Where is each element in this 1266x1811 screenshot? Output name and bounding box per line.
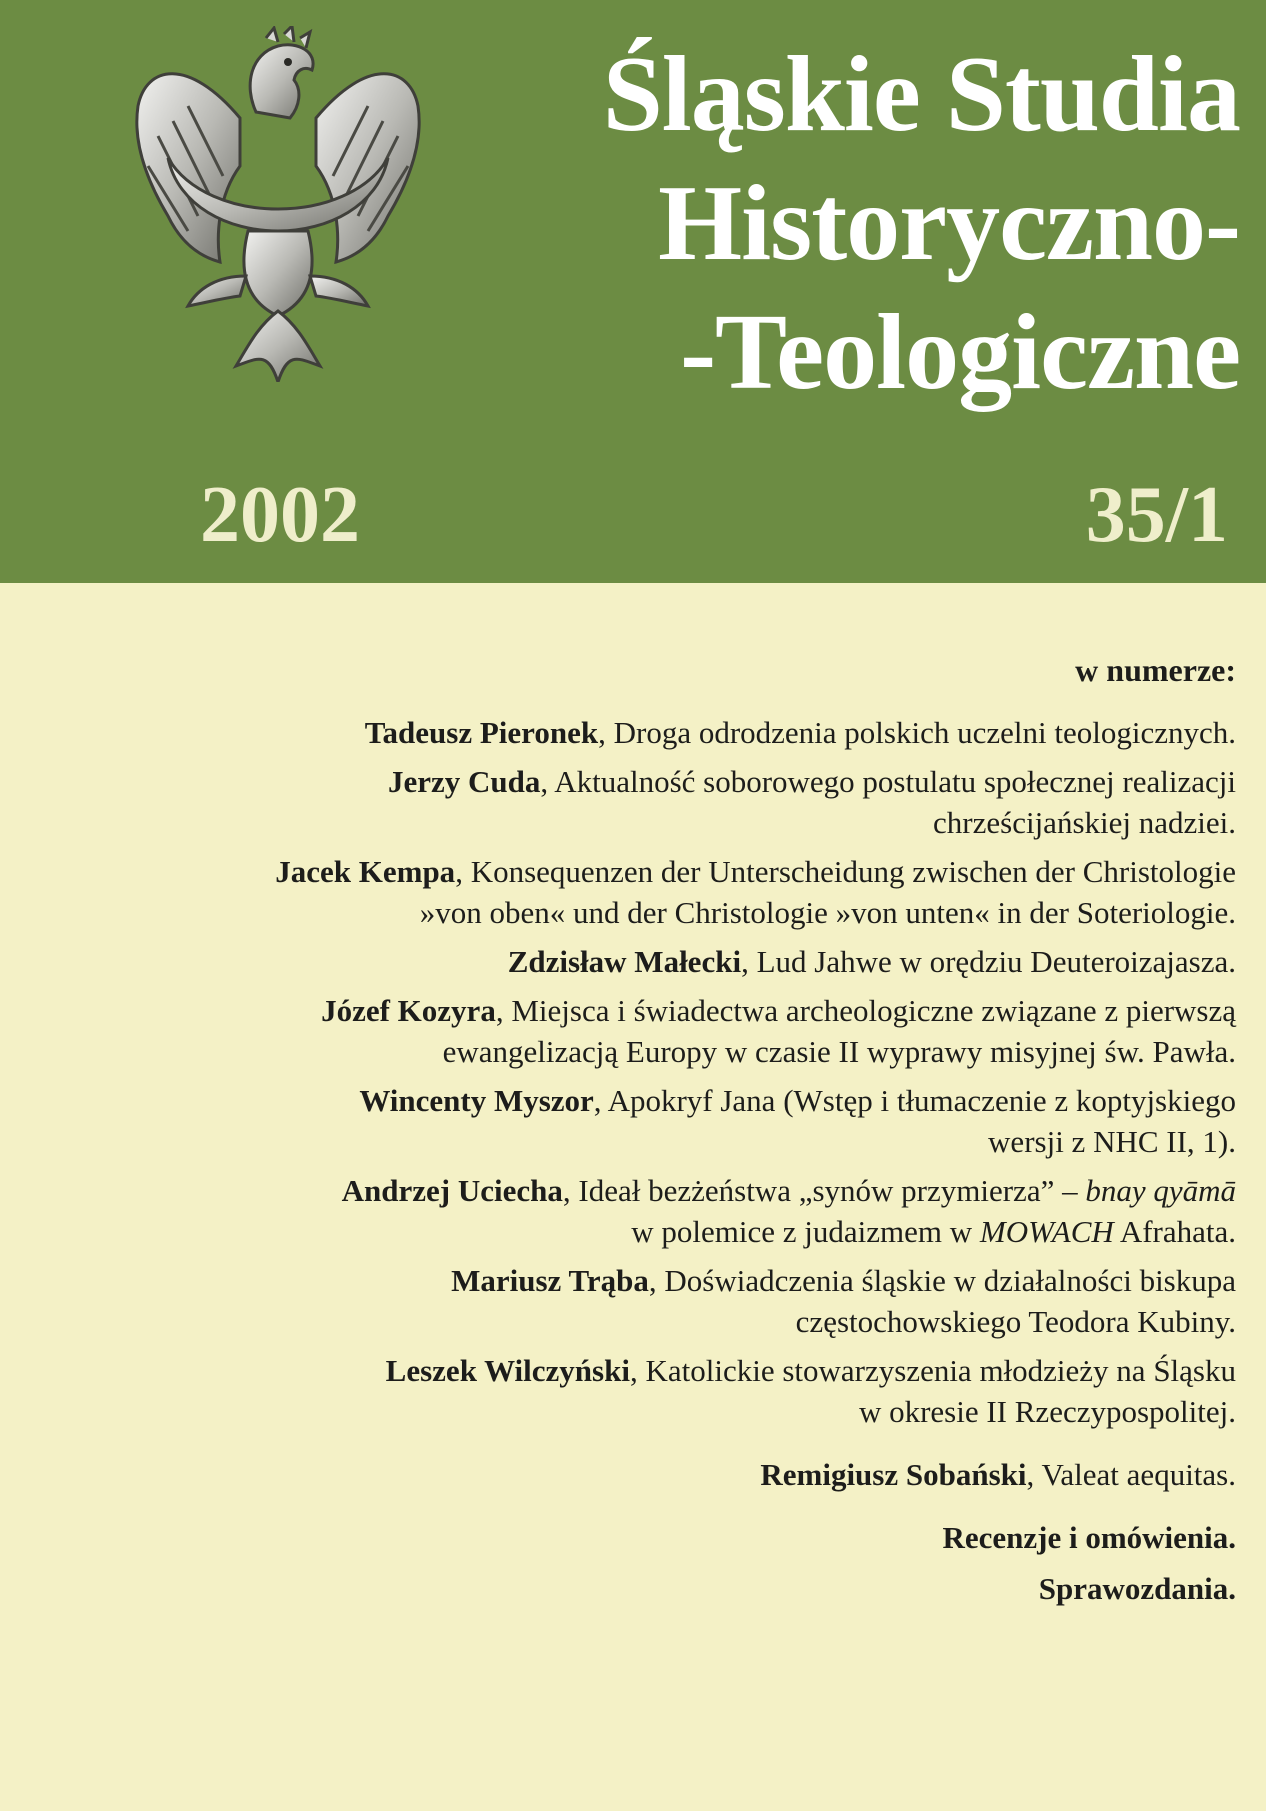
entry-title: Doświadczenia śląskie w działalności biskupa (664, 1263, 1236, 1298)
entry-title-continued: »von oben« und der Christologie »von unten« in der Soteriologie. (419, 895, 1236, 930)
entry-title: Droga odrodzenia polskich uczelni teologicznych. (613, 715, 1236, 750)
entry-title-italic: bnay qyāmā (1085, 1173, 1236, 1208)
contents-entry: Józef Kozyra, Miejsca i świadectwa archeologiczne związane z pierwszą ewangelizacją Europy w czasie II wyprawy misyjnej św. Pawła. (120, 990, 1236, 1072)
entry-title-continued: w okresie II Rzeczypospolitej. (858, 1394, 1236, 1429)
entry-author: Wincenty Myszor (359, 1083, 594, 1118)
entry-author: Leszek Wilczyński (385, 1353, 630, 1388)
journal-title-line-3: -Teologiczne (680, 293, 1240, 412)
entry-title-continued: ewangelizacją Europy w czasie II wyprawy misyjnej św. Pawła. (442, 1034, 1236, 1069)
entry-title-continued: w polemice z judaizmem w (631, 1214, 980, 1249)
contents-entry: Tadeusz Pieronek, Droga odrodzenia polskich uczelni teologicznych. (364, 715, 1236, 750)
contents-entry: Wincenty Myszor, Apokryf Jana (Wstęp i tłumaczenie z koptyjskiego wersji z NHC II, 1). (120, 1080, 1236, 1162)
contents-entry: Jacek Kempa, Konsequenzen der Unterscheidung zwischen der Christologie »von oben« und der Christologie »von unten« in der Soteriologie. (120, 851, 1236, 933)
entry-author: Andrzej Uciecha (341, 1173, 563, 1208)
entry-title-continued: Afrahata. (1113, 1214, 1236, 1249)
entry-author: Mariusz Trąba (451, 1263, 649, 1298)
entry-author: Remigiusz Sobański (760, 1457, 1027, 1492)
entry-title: Katolickie stowarzyszenia młodzieży na Śląsku (645, 1353, 1236, 1388)
entry-title-continued: chrześcijańskiej nadziei. (933, 805, 1236, 840)
entry-author: Tadeusz Pieronek (364, 715, 599, 750)
entry-title: Miejsca i świadectwa archeologiczne związane z pierwszą (511, 993, 1236, 1028)
journal-title-line-1: Śląskie Studia (602, 35, 1240, 154)
contents-entry: Leszek Wilczyński, Katolickie stowarzyszenia młodzieży na Śląsku w okresie II Rzeczypospolitej. (120, 1350, 1236, 1432)
entry-title: Konsequenzen der Unterscheidung zwischen der Christologie (470, 854, 1236, 889)
contents-heading: w numerze: (1075, 652, 1236, 688)
section-reviews: Recenzje i omówienia. (942, 1520, 1236, 1555)
silesian-eagle-emblem (128, 26, 428, 382)
journal-title (560, 30, 1240, 417)
contents-entry: Remigiusz Sobański, Valeat aequitas. (760, 1457, 1236, 1492)
green-header-band (0, 0, 1266, 583)
journal-title-line-2: Historyczno- (658, 164, 1240, 283)
entry-author: Józef Kozyra (321, 993, 496, 1028)
entry-title-continued: częstochowskiego Teodora Kubiny. (795, 1304, 1236, 1339)
entry-title: Aktualność soborowego postulatu społecznej realizacji (554, 764, 1236, 799)
entry-title: Lud Jahwe w orędziu Deuteroizajasza. (756, 944, 1236, 979)
entry-title: Ideał bezżeństwa „synów przymierza” – (578, 1173, 1086, 1208)
contents-entry: Zdzisław Małecki, Lud Jahwe w orędziu Deuteroizajasza. (507, 944, 1236, 979)
section-reports: Sprawozdania. (1038, 1571, 1236, 1606)
publication-year: 2002 (200, 471, 360, 559)
contents-entry: Andrzej Uciecha, Ideał bezżeństwa „synów przymierza” – bnay qyāmā w polemice z judaizmem w MOWACH Afrahata. (341, 1173, 1236, 1249)
entry-title-continued: wersji z NHC II, 1). (988, 1124, 1236, 1159)
entry-author: Jerzy Cuda (388, 764, 541, 799)
entry-title: Apokryf Jana (Wstęp i tłumaczenie z koptyjskiego (607, 1083, 1236, 1118)
entry-author: Jacek Kempa (275, 854, 456, 889)
issue-number: 35/1 (1085, 471, 1228, 559)
entry-author: Zdzisław Małecki (507, 944, 742, 979)
contents-entry: Jerzy Cuda, Aktualność soborowego postulatu społecznej realizacji chrześcijańskiej nadziei. (120, 761, 1236, 843)
contents-entry: Mariusz Trąba, Doświadczenia śląskie w działalności biskupa częstochowskiego Teodora Kubiny. (120, 1260, 1236, 1342)
table-of-contents (120, 650, 1236, 1619)
entry-title: Valeat aequitas. (1041, 1457, 1236, 1492)
entry-title-italic: MOWACH (979, 1214, 1114, 1249)
